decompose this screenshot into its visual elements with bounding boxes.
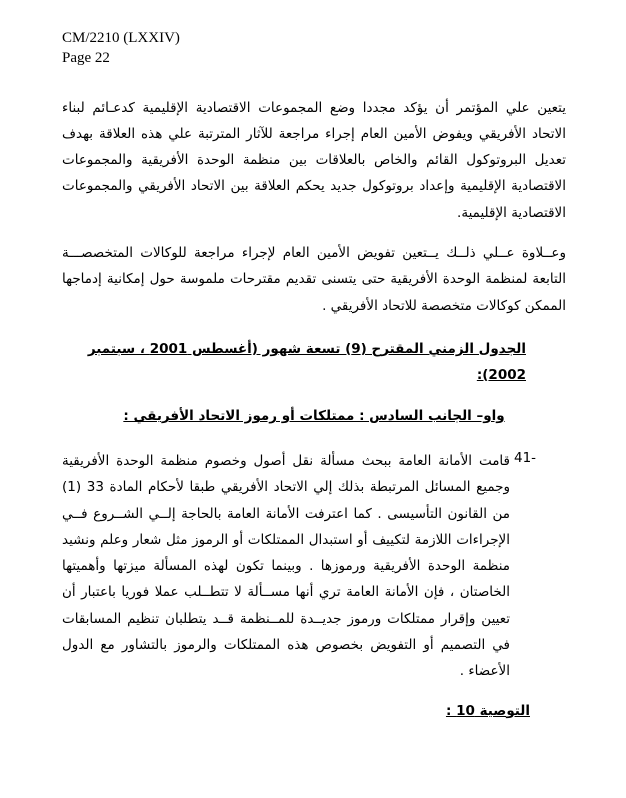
body-paragraphs xyxy=(62,95,566,320)
section-heading-six: واو– الجانب السادس : ممتلكات أو رموز الاتحاد الأفريقي : xyxy=(123,408,505,425)
timeline-heading: الجدول الزمني المقترح (9) تسعة شهور (أغسطس 2001 ، سبتمبر 2002): xyxy=(87,341,526,383)
numbered-item-41 xyxy=(62,448,566,685)
paragraph-1: يتعين علي المؤتمر أن يؤكد مجددا وضع المجموعات الاقتصادية الإقليمية كدعـائم لبناء الاتحاد الأفريقي ويفوض الأمين العام إجراء مراجعة للآثار المترتبة علي هذه العلاقة بهدف تعديل البروتوكول القائم والخاص بالعلاقات بين منظمة الوحدة الأفريقية والمجموعات الاقتصادية الإقليمية وإعداد بروتوكول جديد يحكم العلاقة بين الاتحاد الأفريقي والمجموعات الاقتصادية الإقليمية. xyxy=(62,99,566,221)
item-text: قامت الأمانة العامة ببحث مسألة نقل أصول وخصوم منظمة الوحدة الأفريقية وجميع المسائل المرتبطة بذلك إلي الاتحاد الأفريقي طبقا لأحكام المادة 33 (1) من القانون التأسيسى . كما اعترفت الأمانة العامة بالحاجة إلــي الشــروع فــي الإجراءات اللازمة لتكييف أو استبدال الممتلكات أو الرموز مثل شعار وعلم ونشيد منظمة الوحدة الأفريقية ورموزها . وبينما تكون لهذه المسألة ميزتها وأهميتها الخاصتان ، فإن الأمانة العامة تري أنها مســألة لا تتطــلب عملا فوريا باعتبار أن تعيين وإقرار ممتلكات ورموز جديــدة للمــنظمة قــد يتطلبان تنظيم المسابقات في التصميم أو التفويض بخصوص هذه الممتلكات والرموز بالتشاور مع الدول الأعضاء . xyxy=(62,452,510,680)
document-header xyxy=(62,28,566,69)
document-number: CM/2210 (LXXIV) xyxy=(62,30,180,46)
item-number: 41- xyxy=(514,449,537,466)
paragraph-2: وعــلاوة عــلي ذلــك يــتعين تفويض الأمين العام لإجراء مراجعة للوكالات المتخصصـــة التابعة لمنظمة الوحدة الأفريقية حتى يتسنى تقديم مقترحات ملموسة حول إمكانية إدماجها الممكن كوكالات متخصصة للاتحاد الأفريقي . xyxy=(62,245,566,314)
recommendation-heading: التوصية 10 : xyxy=(445,702,530,719)
page-number: Page 22 xyxy=(62,50,110,67)
